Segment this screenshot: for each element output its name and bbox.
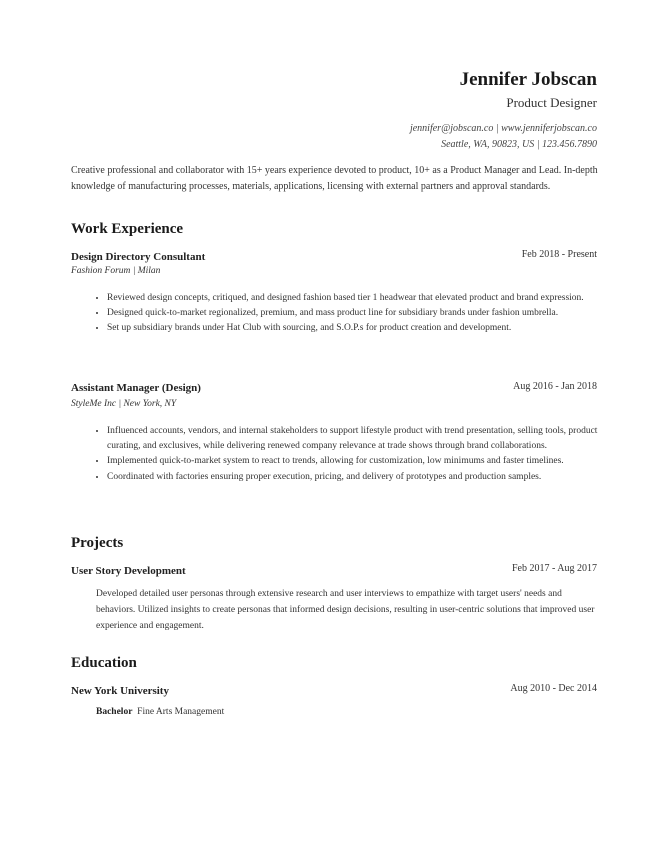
job-date: Aug 2016 - Jan 2018 [513,381,597,392]
summary-paragraph: Creative professional and collaborator with 15+ years experience devoted to product, 10+ as a Product Manager and Lead. In-depth knowledge of manufacturing processes, materials, applications, licensing with external partners and approval standards. [71,165,598,192]
job-bullet-list [93,291,607,337]
candidate-name: Jennifer Jobscan [459,69,597,90]
degree-line [96,706,224,719]
resume-header [410,68,597,153]
job-company: StyleMe Inc | New York, NY [71,399,177,409]
job-bullet: • Designed quick-to-market regionalized, premium, and mass product line for subsidiary brands under fashion umbrella. [107,306,607,321]
job-bullet: • Coordinated with factories ensuring proper execution, pricing, and delivery of prototypes and production samples. [107,470,607,485]
job-title: Design Directory Consultant [71,251,206,263]
section-heading-projects: Projects [71,535,124,551]
degree-type: Bachelor [96,707,133,717]
job-bullet: • Set up subsidiary brands under Hat Club with sourcing, and S.O.P.s for product creation and development. [107,321,607,336]
section-heading-education: Education [71,655,137,671]
project-title: User Story Development [71,565,186,577]
job-bullet: • Influenced accounts, vendors, and internal stakeholders to support lifestyle product with trend presentation, selling tools, product curating, and exclusives, while delivering renewed company relevance at trade shows through brand collaborations. [107,424,607,454]
job-title: Assistant Manager (Design) [71,382,201,394]
job-company: Fashion Forum | Milan [71,266,161,276]
school-name: New York University [71,685,169,697]
job-bullet: • Implemented quick-to-market system to react to trends, allowing for customization, low minimums and faster timelines. [107,454,607,469]
project-date: Feb 2017 - Aug 2017 [512,563,597,574]
project-description: Developed detailed user personas through extensive research and user interviews to empathize with target users' needs and behaviors. Utilized insights to create personas that informed design decisions, resulting in user-centric solutions that improved user experience and engagement. [96,589,595,631]
job-date: Feb 2018 - Present [521,249,597,260]
contact-line-email-website: jennifer@jobscan.co | www.jenniferjobscan.co [409,123,597,134]
section-heading-work-experience: Work Experience [71,221,184,237]
education-date: Aug 2010 - Dec 2014 [510,683,597,694]
job-bullet: • Reviewed design concepts, critiqued, and designed fashion based tier 1 headwear that elevated product and brand expression. [107,291,607,306]
candidate-title: Product Designer [506,95,597,110]
contact-info [410,121,597,153]
job-bullet-list [93,424,607,485]
contact-line-location-phone: Seattle, WA, 90823, US | 123.456.7890 [441,139,597,150]
degree-field: Fine Arts Management [137,707,225,717]
